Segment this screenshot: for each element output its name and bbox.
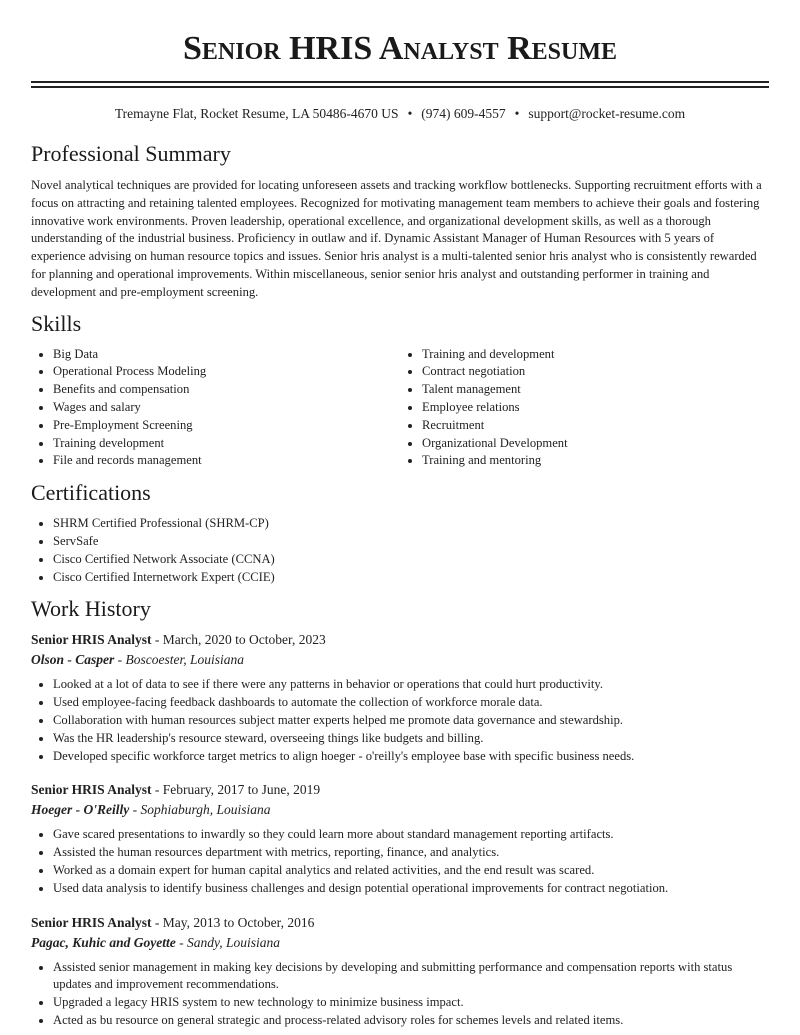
summary-text: Novel analytical techniques are provided for locating unforeseen assets and tracking workflow bottlenecks. Supporting recruitment efforts with a focus on attracting and retaining talented employees. Recognized for motivating management team members to achieve their goals and fostering innovative work environments. Proven leadership, operational excellence, and organizational development skills, as well as a thorough understanding of the industrial business. Proficiency in outlaw and if. Dynamic Assistant Manager of Human Resources with 5 years of experience advising on human resource topics and issues. Senior hris analyst is a multi-talented senior hris analyst who is consistently rewarded for planning and operational improvements. Within miscellaneous, senior senior hris analyst and outstanding performer in training and development and pre-employment screening.	[31, 178, 762, 299]
skills-column-right	[400, 346, 769, 471]
skills-column-left	[31, 346, 400, 471]
certifications-list	[31, 515, 769, 586]
skill-item: • Pre-Employment Screening	[53, 417, 400, 435]
contact-line	[31, 105, 769, 123]
job-title-line	[31, 914, 769, 932]
skill-item: • Recruitment	[422, 417, 769, 435]
skill-item: • Big Data	[53, 346, 400, 364]
job-entry	[31, 781, 769, 897]
job-dates: - February, 2017 to June, 2019	[151, 782, 321, 798]
job-title: Senior HRIS Analyst	[31, 632, 152, 648]
job-company: Olson - Casper	[31, 652, 115, 668]
certification-item: • Cisco Certified Network Associate (CCNA)	[53, 551, 769, 569]
job-duty: • Was the HR leadership's resource steward, overseeing things like budgets and billing.	[53, 730, 769, 748]
skill-item: • Benefits and compensation	[53, 381, 400, 399]
job-duties-list	[31, 676, 769, 765]
contact-phone: (974) 609-4557	[421, 106, 506, 121]
job-title-line	[31, 781, 769, 799]
job-duty: • Upgraded a legacy HRIS system to new technology to minimize business impact.	[53, 994, 769, 1012]
job-duty: • Gave scared presentations to inwardly so they could learn more about standard management reporting artifacts.	[53, 826, 769, 844]
skill-item: • Wages and salary	[53, 399, 400, 417]
job-title-line	[31, 631, 769, 649]
resume-title: Senior HRIS Analyst Resume	[183, 30, 617, 67]
job-duty: • Looked at a lot of data to see if there were any patterns in behavior or operations that could hurt productivity.	[53, 676, 769, 694]
skill-item: • File and records management	[53, 452, 400, 470]
job-location: - Sandy, Louisiana	[175, 934, 281, 950]
job-location: - Sophiaburgh, Louisiana	[129, 802, 271, 818]
skill-item: • Employee relations	[422, 399, 769, 417]
section-heading-work-history: Work History	[31, 596, 151, 622]
job-duty: • Used data analysis to identify business challenges and design potential operational improvements for contract negotiation.	[53, 880, 769, 898]
skill-item: • Talent management	[422, 381, 769, 399]
skills-list	[31, 346, 769, 471]
job-duties-list	[31, 959, 769, 1030]
job-company-line	[31, 934, 769, 952]
job-dates: - May, 2013 to October, 2016	[151, 914, 315, 930]
skill-item: • Training and development	[422, 346, 769, 364]
contact-email: support@rocket-resume.com	[528, 106, 686, 121]
job-duty: • Developed specific workforce target metrics to align hoeger - o'reilly's employee base with specific business needs.	[53, 748, 769, 766]
certification-item: • ServSafe	[53, 533, 769, 551]
job-company-line	[31, 801, 769, 819]
job-dates: - March, 2020 to October, 2023	[151, 632, 326, 648]
job-duty: • Collaboration with human resources subject matter experts helped me promote data governance and stewardship.	[53, 712, 769, 730]
job-company: Pagac, Kuhic and Goyette	[31, 934, 176, 950]
header-divider-bottom	[31, 86, 769, 88]
job-duty: • Used employee-facing feedback dashboards to automate the collection of workforce morale data.	[53, 694, 769, 712]
job-entry	[31, 631, 769, 765]
job-title: Senior HRIS Analyst	[31, 914, 152, 930]
job-duty: • Assisted the human resources department with metrics, reporting, finance, and analytics.	[53, 844, 769, 862]
contact-separator: •	[407, 106, 413, 121]
job-duties-list	[31, 826, 769, 897]
job-duty: • Assisted senior management in making key decisions by developing and submitting performance and compensation reports with status updates and improvement recommendations.	[53, 959, 769, 995]
skill-item: • Training and mentoring	[422, 452, 769, 470]
job-duty: • Acted as bu resource on general strategic and process-related advisory roles for schemes levels and related items.	[53, 1012, 769, 1030]
certification-item: • Cisco Certified Internetwork Expert (CCIE)	[53, 569, 769, 587]
certification-item: • SHRM Certified Professional (SHRM-CP)	[53, 515, 769, 533]
contact-address: Tremayne Flat, Rocket Resume, LA 50486-4670 US	[114, 106, 399, 121]
section-heading-certifications: Certifications	[31, 480, 151, 506]
job-company: Hoeger - O'Reilly	[31, 802, 130, 818]
section-heading-summary: Professional Summary	[31, 141, 231, 166]
job-company-line	[31, 651, 769, 669]
skill-item: • Organizational Development	[422, 435, 769, 453]
skill-item: • Training development	[53, 435, 400, 453]
contact-separator: •	[514, 106, 520, 121]
skill-item: • Operational Process Modeling	[53, 363, 400, 381]
job-duty: • Worked as a domain expert for human capital analytics and related activities, and the end result was scared.	[53, 862, 769, 880]
job-location: - Boscoester, Louisiana	[114, 652, 245, 668]
header-divider-top	[31, 81, 769, 83]
job-title: Senior HRIS Analyst	[31, 782, 152, 798]
section-heading-skills: Skills	[31, 310, 82, 336]
job-entry	[31, 914, 769, 1030]
skill-item: • Contract negotiation	[422, 363, 769, 381]
